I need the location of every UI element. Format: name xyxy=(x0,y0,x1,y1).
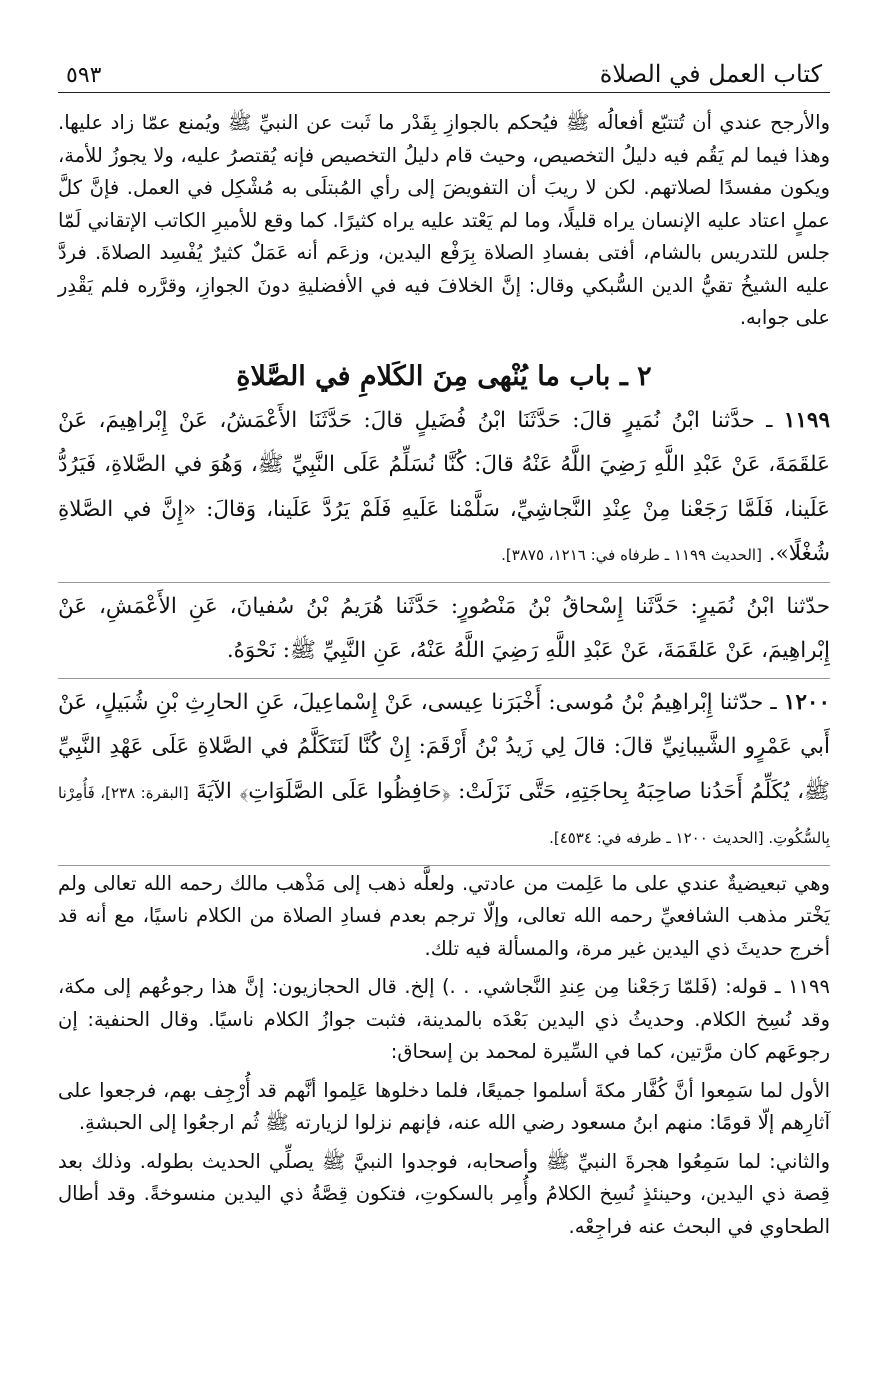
running-header xyxy=(58,60,830,93)
commentary-paragraph: ١١٩٩ ـ قوله: (فَلمّا رَجَعْنا مِن عِندِ النَّجاشي. . .) إلخ. قال الحجازيون: إنَّ هذا رجوعُهم إلى مكة، وقد نُسِخ الكلام. وحديثُ ذي اليدين بَعْدَه بالمدينة، فثبت جوازُ الكلام ناسيًا. وقال الحنفية: إن رجوعَهم كان مرَّتين، كما في السِّيرة لمحمد بن إسحاق: xyxy=(58,975,830,1063)
commentary-paragraph: الأول لما سَمِعوا أنَّ كُفَّار مكةَ أسلموا جميعًا، فلما دخلوها عَلِموا أنَّهم قد أُرْجِف بهم، فرجعوا على آثارِهم إلّا قومًا: منهم ابنُ مسعود رضي الله عنه، فإنهم نزلوا لزيارته ﷺ ثُم ارجعُوا إلى الحبشةِ. xyxy=(58,1078,830,1134)
hadith-1199 xyxy=(58,399,830,578)
hadith-1200 xyxy=(58,681,830,861)
commentary-paragraph: والثاني: لما سَمِعُوا هجرةَ النبيِّ ﷺ وأصحابه، فوجدوا النبيَّ ﷺ يصلِّي الحديث بطوله. وذلك بعد قِصة ذي اليدين، وحينئذٍ نُسِخ الكلامُ وأُمِر بالسكوتِ، فتكون قِصَّةُ ذي اليدين منسوخةً. وقد أطال الطحاوي في البحث عنه فراجِعْه. xyxy=(58,1149,830,1238)
chapter-heading: ٢ ـ باب ما يُنْهى مِنَ الكَلامِ في الصَّلاةِ xyxy=(236,360,652,392)
book-chapter-title: كتاب العمل في الصلاة xyxy=(599,60,822,88)
page-body xyxy=(58,107,830,1243)
hadith-reference: [البقرة: ٢٣٨]، فَأُمِرْنا بِالسُّكُوتِ. [الحديث ١٢٠٠ ـ طرفه في: ٤٥٣٤]. xyxy=(58,783,830,847)
divider xyxy=(58,678,830,679)
divider xyxy=(58,865,830,866)
hadith-text: ـ حدّثنا إِبْراهِيمُ بْنُ مُوسى: أَخْبَرَنا عِيسى، عَنْ إِسْماعِيلَ، عَنِ الحارِثِ بْنِ شُبَيلٍ، عَنْ أَبي عَمْرٍو الشَّيبانِيِّ قالَ: قالَ لِي زَيدُ بْنُ أَرْقَمَ: إِنْ كُنَّا لَنَتَكَلَّمُ في الصَّلاةِ عَلَى عَهْدِ النَّبِيِّ ﷺ، يُكَلِّمُ أَحَدُنا صاحِبَهُ بِحاجَتِهِ، حَتَّى نَزَلَتْ: ﴿حَافِظُوا عَلَى الصَّلَوَاتِ﴾ الآيَةَ xyxy=(58,689,831,804)
page-number: ٥٩٣ xyxy=(66,63,102,88)
hadith-number: ١٢٠٠ xyxy=(783,689,830,715)
hadith-number: ١١٩٩ xyxy=(783,407,830,433)
hadith-1199-chain: حدّثنا ابْنُ نُمَيرٍ: حَدَّثَنا إِسْحاقُ بْنُ مَنْصُورٍ: حَدَّثَنا هُرَيمُ بْنُ سُفيانَ، عَنِ الأَعْمَشِ، عَنْ إِبْراهِيمَ، عَنْ عَلقَمَةَ، عَنْ عَبْدِ اللَّهِ رَضِيَ اللَّهُ عَنْهُ، عَنِ النَّبِيِّ ﷺ: نَحْوَهُ. xyxy=(58,593,830,663)
hadith-text: ـ حدَّثنا ابْنُ نُمَيرٍ قالَ: حَدَّثَنَا ابْنُ فُضَيلٍ قالَ: حَدَّثَنَا الأَعْمَشُ، عَنْ إِبْراهِيمَ، عَنْ عَلقَمَةَ، عَنْ عَبْدِ اللَّهِ رَضِيَ اللَّهُ عَنْهُ قالَ: كُنَّا نُسَلِّمُ عَلَى النَّبِيِّ ﷺ، وَهُوَ في الصَّلاةِ، فَيَرُدُّ عَلَينا، فَلَمَّا رَجَعْنا مِنْ عِنْدِ النَّجاشِيِّ، سَلَّمْنا عَلَيهِ فَلَمْ يَرُدَّ عَلَينا، وَقالَ: «إِنَّ في الصَّلاةِ شُغْلًا». xyxy=(58,407,830,566)
commentary-paragraph: وهي تبعيضيةٌ عندي على ما عَلِمت من عادتي. ولعلَّه ذهب إلى مَذْهب مالك رحمه الله تعالى ولم يَخْتر مذهب الشافعيِّ رحمه الله تعالى، وإلّا ترجم بعدم فسادِ الصلاة من الكلام ناسيًا، مع أنه قد أخرج حديثَ ذي اليدين غير مرة، والمسألة فيه تلك. xyxy=(58,871,830,960)
hadith-reference: [الحديث ١١٩٩ ـ طرفاه في: ١٢١٦، ٣٨٧٥]. xyxy=(501,546,762,564)
top-commentary: والأرجح عندي أن تُتتبّع أفعالُه ﷺ فيُحكم بالجوازِ بِقَدْر ما ثَبت عن النبيِّ ﷺ ويُمنع عمّا زاد عليها. وهذا فيما لم يَقُم فيه دليلُ التخصيص، وحيث قام دليلُ التخصيص فإنه يُقتصرُ عليه، ولا يجوزُ للأمة، ويكون مفسدًا لصلاتهم. لكن لا ريبَ أن التفويضَ إلى رأي المُبتلَى به مُشْكِل في العمل. فإنَّ كلَّ عملٍ اعتاد عليه الإنسان يراه قليلًا، وما لم يَعْتد عليه يراه كثيرًا. كما وقع للأميرِ الكاتب الإتقاني لَمّا جلس للتدريس بالشام، أفتى بفسادِ الصلاة بِرَفْع اليدين، وزعَم أنه عَمَلٌ كثيرٌ يُفْسِد الصلاةَ. فردَّ عليه الشيخُ تقيُّ الدين السُّبكي وقال: إنَّ الخلافَ فيه في الأفضليةِ دونَ الجوازِ، وقرَّره فلم يَقْدِر على جوابه. xyxy=(58,111,830,329)
divider xyxy=(58,582,830,583)
